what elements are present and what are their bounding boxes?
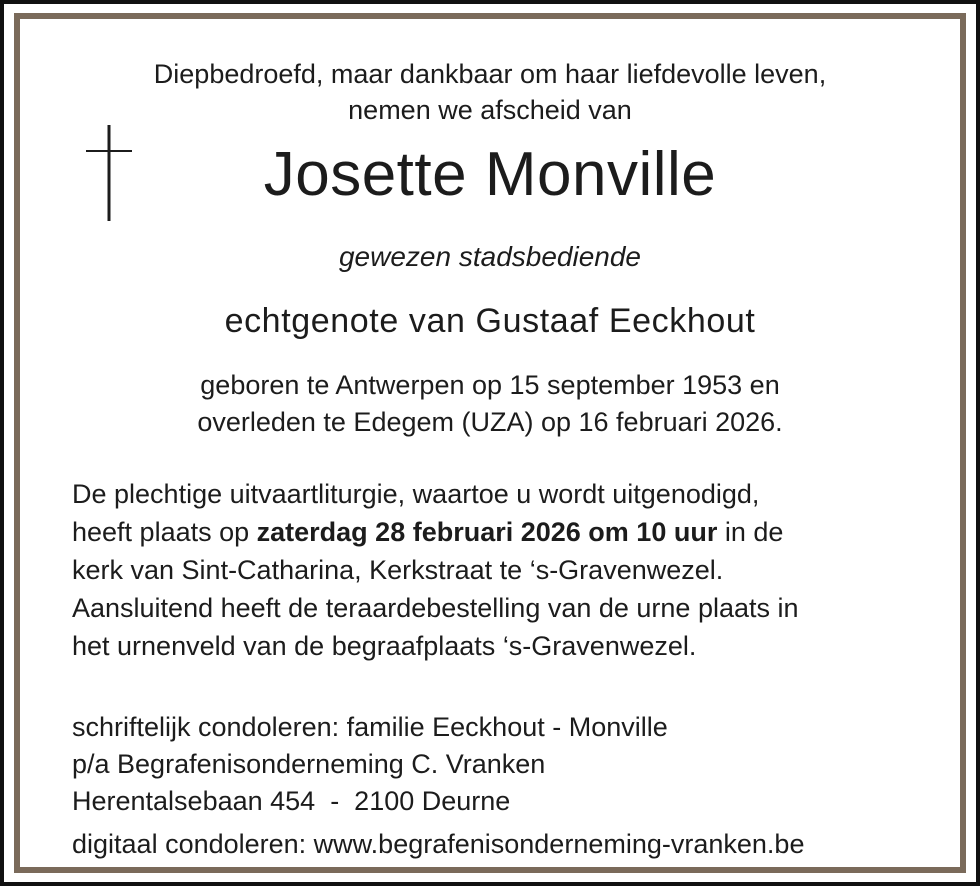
service-line-5: het urnenveld van de begraafplaats ‘s-Gravenwezel. — [72, 631, 697, 661]
spouse-line: echtgenote van Gustaaf Eeckhout — [224, 302, 756, 340]
death-line: overleden te Edegem (UZA) op 16 februari 2026. — [197, 407, 783, 437]
funeral-home-address: Herentalsebaan 454 - 2100 Deurne — [72, 786, 511, 816]
service-line-2 — [72, 513, 940, 551]
service-date-time: zaterdag 28 februari 2026 om 10 uur — [256, 517, 718, 547]
written-condolence: schriftelijk condoleren: familie Eeckhout - Monville — [72, 712, 668, 742]
service-line-2-suffix: in de — [717, 517, 784, 547]
service-line-1: De plechtige uitvaartliturgie, waartoe u wordt uitgenodigd, — [72, 479, 760, 509]
birth-line: geboren te Antwerpen op 15 september 1953 en — [200, 370, 780, 400]
intro-text — [20, 56, 960, 128]
intro-line-1: Diepbedroefd, maar dankbaar om haar liefdevolle leven, — [153, 59, 827, 89]
digital-condolence: digitaal condoleren: www.begrafenisonderneming-vranken.be — [72, 829, 805, 859]
intro-line-2: nemen we afscheid van — [348, 95, 632, 125]
funeral-service-info — [72, 475, 940, 665]
funeral-home: p/a Begrafenisonderneming C. Vranken — [72, 749, 546, 779]
life-dates — [20, 367, 960, 441]
death-notice — [14, 13, 966, 873]
condolence-info — [72, 709, 940, 863]
service-line-2-prefix: heeft plaats op — [72, 517, 257, 547]
occupation: gewezen stadsbediende — [338, 241, 641, 272]
deceased-name: Josette Monville — [263, 140, 717, 209]
service-line-3: kerk van Sint-Catharina, Kerkstraat te ‘s-Gravenwezel. — [72, 555, 724, 585]
service-line-4: Aansluitend heeft de teraardebestelling van de urne plaats in — [72, 593, 799, 623]
border-spacer — [4, 4, 976, 882]
